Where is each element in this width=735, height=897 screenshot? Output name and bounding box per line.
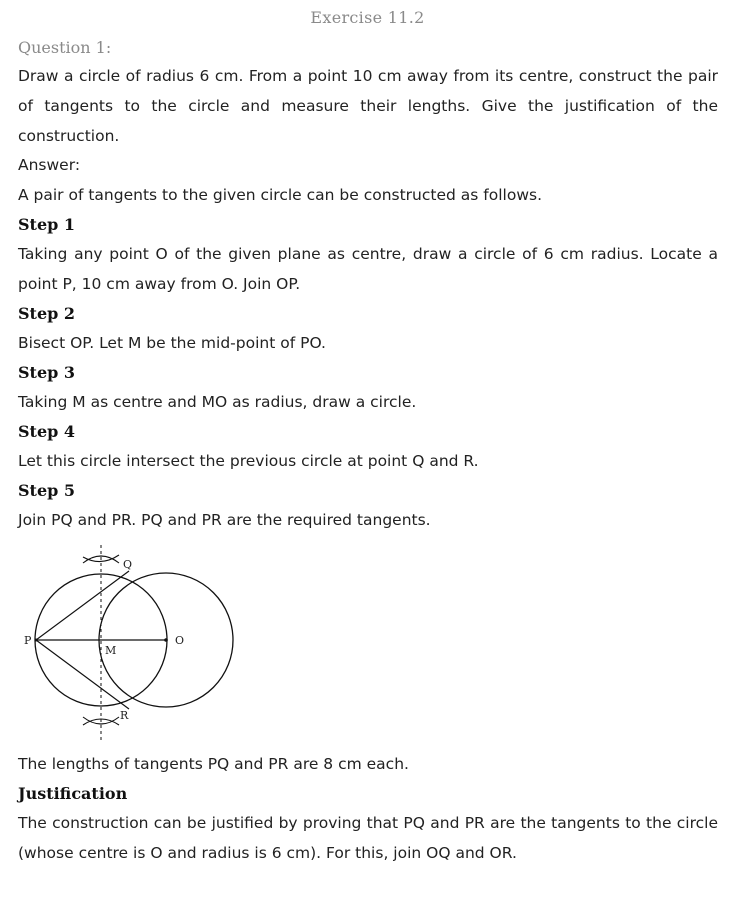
result-text: The lengths of tangents PQ and PR are 8 cm each. — [18, 755, 409, 773]
label-o: O — [175, 634, 185, 647]
question-text: Draw a circle of radius 6 cm. From a point 10 cm away from its centre, construct the pair of tangents to the circle and measure their lengths. Give the justification of the construction. — [18, 67, 718, 145]
point-p — [35, 639, 38, 642]
question-title: Question 1: — [18, 38, 112, 57]
step-5-text: Join PQ and PR. PQ and PR are the required tangents. — [18, 511, 431, 529]
label-q: Q — [123, 558, 133, 571]
step-1-text: Taking any point O of the given plane as centre, draw a circle of 6 cm radius. Locate a point P, 10 cm away from O. Join OP. — [18, 245, 718, 293]
point-o — [164, 638, 168, 642]
justification-text: The construction can be justified by proving that PQ and PR are the tangents to the circle (whose centre is O and radius is 6 cm). For this, join OQ and OR. — [18, 814, 718, 862]
construction-diagram — [18, 543, 248, 743]
answer-intro: A pair of tangents to the given circle can be constructed as follows. — [18, 186, 542, 204]
step-2-label: Step 2 — [18, 304, 76, 323]
tangent-pq — [36, 571, 129, 640]
label-r: R — [120, 709, 129, 722]
step-3-text: Taking M as centre and MO as radius, draw a circle. — [18, 393, 417, 411]
label-m: M — [105, 644, 117, 657]
step-2-text: Bisect OP. Let M be the mid-point of PO. — [18, 334, 326, 352]
answer-label: Answer: — [18, 156, 81, 174]
exercise-title: Exercise 11.2 — [310, 8, 425, 27]
step-3-label: Step 3 — [18, 363, 76, 382]
step-4-label: Step 4 — [18, 422, 76, 441]
step-5-label: Step 5 — [18, 481, 76, 500]
step-1-label: Step 1 — [18, 215, 76, 234]
step-4-text: Let this circle intersect the previous circle at point Q and R. — [18, 452, 479, 470]
justification-label: Justification — [18, 784, 128, 803]
tangent-construction-figure — [18, 543, 248, 747]
label-p: P — [24, 634, 32, 647]
